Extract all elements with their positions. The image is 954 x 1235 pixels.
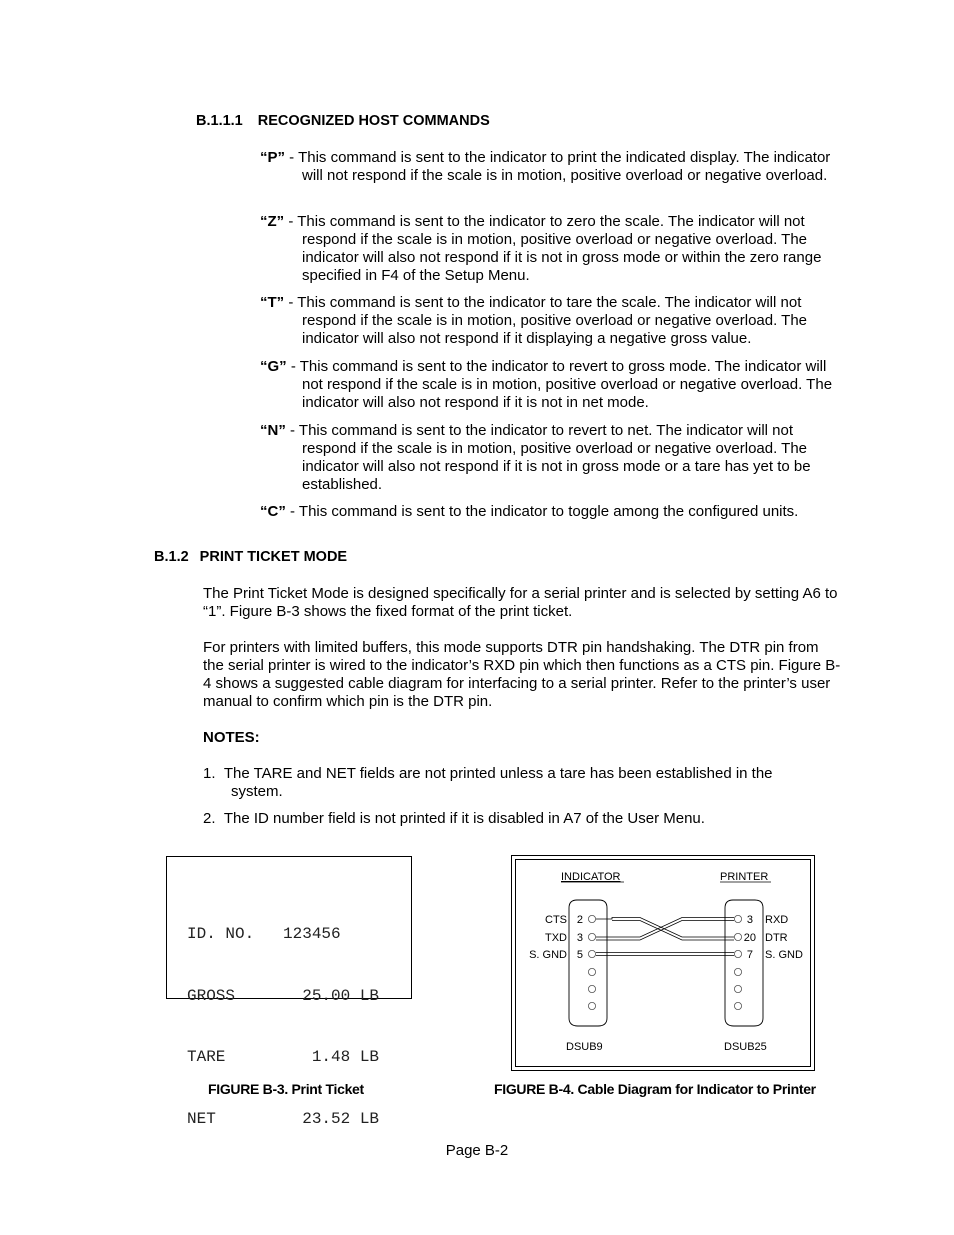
section-title: PRINT TICKET MODE — [199, 549, 348, 565]
section-heading-b111 — [196, 113, 490, 129]
right-pin-labels — [744, 914, 803, 961]
command-text: - This command is sent to the indicator to print the indicated display. The indicator will not respond if the scale is in motion, positive overload or negative overload. — [285, 149, 831, 184]
cable-wires — [596, 918, 734, 956]
right-signal-rxd: RXD — [765, 914, 789, 926]
command-text: - This command is sent to the indicator to tare the scale. The indicator will not respond if the scale is in motion, positive overload or negative overload. The indicator will also not respond if it displaying a negative gross value. — [284, 294, 808, 347]
note-text: The ID number field is not printed if it is disabled in A7 of the User Menu. — [223, 810, 705, 827]
page-number: Page B-2 — [445, 1142, 509, 1159]
paragraph-dtr: For printers with limited buffers, this mode supports DTR pin handshaking. The DTR pin from the serial printer is wired to the indicator’s RXD pin which then functions as a CTS pin. Figure B-4 shows a suggested cable diagram for interfacing to a serial printer. Refer to the printer’s user manual to confirm which pin is the DTR pin. — [203, 639, 841, 710]
command-text: - This command is sent to the indicator to revert to net. The indicator will not respond if the scale is in motion, positive overload or negative overload. The indicator will also not respond if it is not in gross mode or a tare has yet to be established. — [285, 422, 811, 493]
left-signal-txd: TXD — [545, 932, 567, 944]
left-signal-cts: CTS — [545, 914, 567, 926]
left-pin-number-5: 5 — [576, 949, 583, 961]
note-number: 1. — [203, 765, 216, 782]
section-heading-b12 — [154, 549, 347, 565]
cable-diagram-svg — [512, 856, 816, 1072]
command-text: - This command is sent to the indicator to revert to gross mode. The indicator will not respond if the scale is in motion, positive overload or negative overload. The indicator will also not respond if it is not in net mode. — [286, 358, 833, 411]
command-t — [260, 294, 835, 348]
notes-title: NOTES: — [203, 729, 260, 746]
dsub25-pins — [734, 915, 741, 1009]
note-item-2 — [203, 810, 823, 828]
note-number: 2. — [203, 810, 216, 827]
dsub9-label: DSUB9 — [566, 1041, 603, 1053]
command-z — [260, 213, 835, 285]
ticket-line-id: ID. NO. 123456 — [187, 925, 341, 943]
ticket-line-tare: TARE 1.48 LB — [187, 1048, 380, 1066]
command-key: “T” — [260, 294, 285, 311]
right-pin-number-7: 7 — [746, 949, 753, 961]
left-pin-labels — [529, 914, 583, 961]
command-text: - This command is sent to the indicator to toggle among the configured units. — [285, 503, 799, 520]
command-c — [260, 503, 835, 521]
figure-b4-caption: FIGURE B-4. Cable Diagram for Indicator to Printer — [494, 1081, 816, 1097]
command-g — [260, 358, 835, 412]
section-number: B.1.1.1 — [196, 113, 243, 129]
ticket-line-net: NET 23.52 LB — [187, 1109, 380, 1128]
left-pin-number-2: 2 — [576, 914, 583, 926]
dsub25-connector — [725, 900, 763, 1026]
left-signal-gnd: S. GND — [529, 949, 567, 961]
command-key: “P” — [260, 149, 286, 166]
paragraph-intro: The Print Ticket Mode is designed specifically for a serial printer and is selected by setting A6 to “1”. Figure B-3 shows the fixed format of the print ticket. — [203, 585, 838, 620]
indicator-title: INDICATOR — [561, 871, 621, 883]
figure-b3-caption: FIGURE B-3. Print Ticket — [208, 1081, 364, 1097]
command-key: “G” — [260, 358, 287, 375]
command-key: “C” — [260, 503, 286, 520]
right-pin-number-3: 3 — [746, 914, 753, 926]
printer-title: PRINTER — [720, 871, 769, 883]
dsub25-label: DSUB25 — [724, 1041, 767, 1053]
command-p — [260, 149, 835, 185]
right-pin-number-20: 20 — [743, 932, 756, 944]
note-item-1 — [203, 765, 823, 801]
note-text: The TARE and NET fields are not printed unless a tare has been established in the system. — [223, 765, 773, 800]
ticket-lines — [187, 883, 379, 1170]
command-key: “N” — [260, 422, 286, 439]
right-signal-dtr: DTR — [765, 932, 788, 944]
right-signal-gnd: S. GND — [765, 949, 803, 961]
command-key: “Z” — [260, 213, 285, 230]
cable-diagram-figure — [511, 855, 815, 1071]
ticket-line-gross: GROSS 25.00 LB — [187, 986, 380, 1005]
command-text: - This command is sent to the indicator to zero the scale. The indicator will not respond if the scale is in motion, positive overload or negative overload. The indicator will also not respond if it is not in gross mode or within the zero range specified in F4 of the Setup Menu. — [284, 213, 822, 284]
left-pin-number-3: 3 — [576, 932, 583, 944]
section-number: B.1.2 — [154, 549, 189, 565]
section-title: RECOGNIZED HOST COMMANDS — [257, 113, 490, 129]
dsub9-pins — [588, 915, 595, 1009]
command-n — [260, 422, 835, 494]
